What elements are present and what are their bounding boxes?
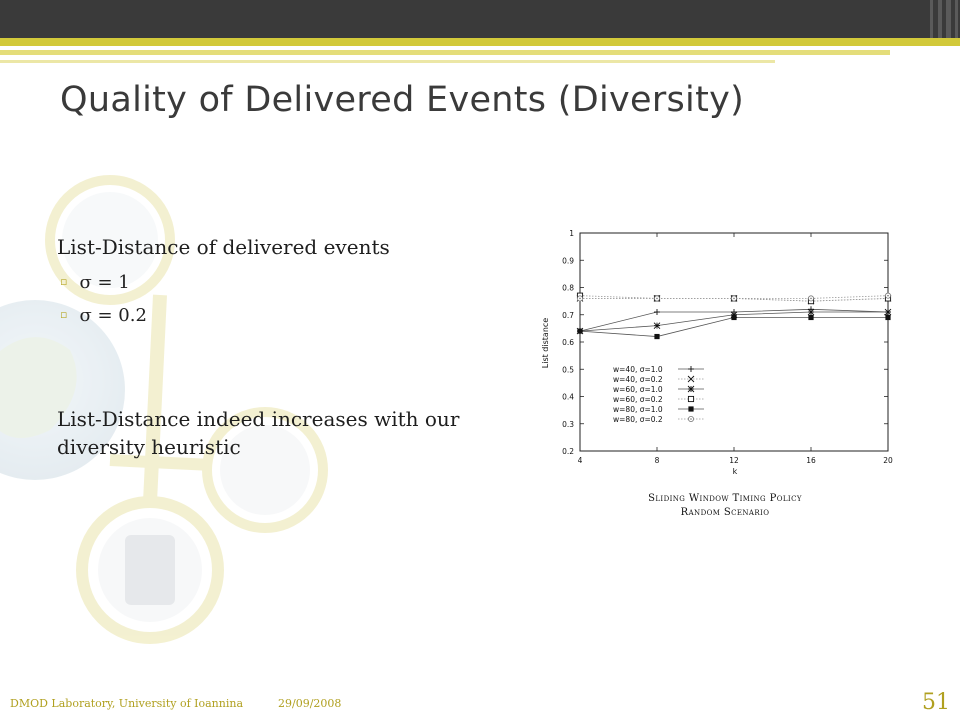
x-tick-label: 12	[729, 456, 739, 465]
y-tick-label: 0.2	[562, 447, 574, 456]
legend-label: w=60, σ=0.2	[613, 395, 663, 404]
series-3-point	[654, 323, 660, 329]
series-6-point	[577, 296, 582, 301]
y-tick-label: 0.4	[562, 392, 574, 402]
y-tick-label: 0.5	[562, 365, 574, 375]
accent-bar-tertiary	[0, 60, 775, 63]
y-tick-label: 0.3	[562, 419, 574, 429]
y-tick-label: 0.9	[562, 256, 574, 266]
bullet-item	[60, 305, 147, 326]
bullet-item	[60, 272, 130, 293]
series-5-point	[577, 329, 582, 334]
legend-label: w=80, σ=0.2	[613, 415, 663, 424]
footer-date: 29/09/2008	[278, 697, 342, 710]
slide-title: Quality of Delivered Events (Diversity)	[60, 80, 745, 120]
x-tick-label: 8	[654, 456, 660, 465]
legend-label: w=40, σ=1.0	[613, 365, 663, 374]
x-tick-label: 20	[883, 456, 893, 465]
series-6-point	[808, 296, 813, 301]
y-tick-label: 0.7	[562, 310, 574, 320]
legend-marker	[688, 406, 693, 411]
top-bar	[0, 0, 960, 38]
list-distance-heading: List-Distance of delivered events	[57, 235, 390, 259]
accent-bar	[0, 38, 960, 46]
page-number: 51	[922, 690, 950, 715]
series-6-point	[885, 293, 890, 298]
chart-caption	[560, 492, 890, 520]
bullet-marker-icon: ▫	[60, 275, 68, 288]
bullet-text: σ = 0.2	[79, 305, 147, 326]
legend-label: w=40, σ=0.2	[613, 375, 663, 384]
list-distance-chart	[530, 225, 910, 475]
legend-marker	[688, 386, 694, 392]
y-tick-label: 0.6	[562, 338, 574, 347]
caption-line-2: Random Scenario	[680, 507, 770, 518]
x-tick-label: 4	[577, 456, 583, 465]
legend-label: w=60, σ=1.0	[613, 385, 663, 394]
conclusion-text: List-Distance indeed increases with our diversity heuristic	[57, 407, 460, 459]
series-5-point	[808, 315, 813, 320]
x-axis-label: k	[732, 467, 738, 475]
caption-line-1: Sliding Window Timing Policy	[648, 493, 802, 504]
footer-lab: DMOD Laboratory, University of Ioannina	[10, 697, 244, 710]
series-5-point	[885, 315, 890, 320]
legend-marker	[688, 416, 693, 421]
series-6-point	[654, 296, 659, 301]
y-axis-label: List distance	[541, 317, 550, 369]
series-3-point	[808, 309, 814, 315]
accent-bar-secondary	[0, 50, 890, 55]
series-3-point	[885, 309, 891, 315]
series-5-point	[731, 315, 736, 320]
bullet-marker-icon: ▫	[60, 308, 68, 321]
series-6-point	[731, 296, 736, 301]
y-tick-label: 0.8	[562, 283, 574, 293]
series-5-point	[654, 334, 659, 339]
legend-marker	[688, 396, 693, 401]
y-tick-label: 1	[569, 229, 574, 238]
x-tick-label: 16	[806, 456, 816, 465]
bullet-text: σ = 1	[79, 272, 130, 293]
legend-label: w=80, σ=1.0	[613, 405, 663, 414]
